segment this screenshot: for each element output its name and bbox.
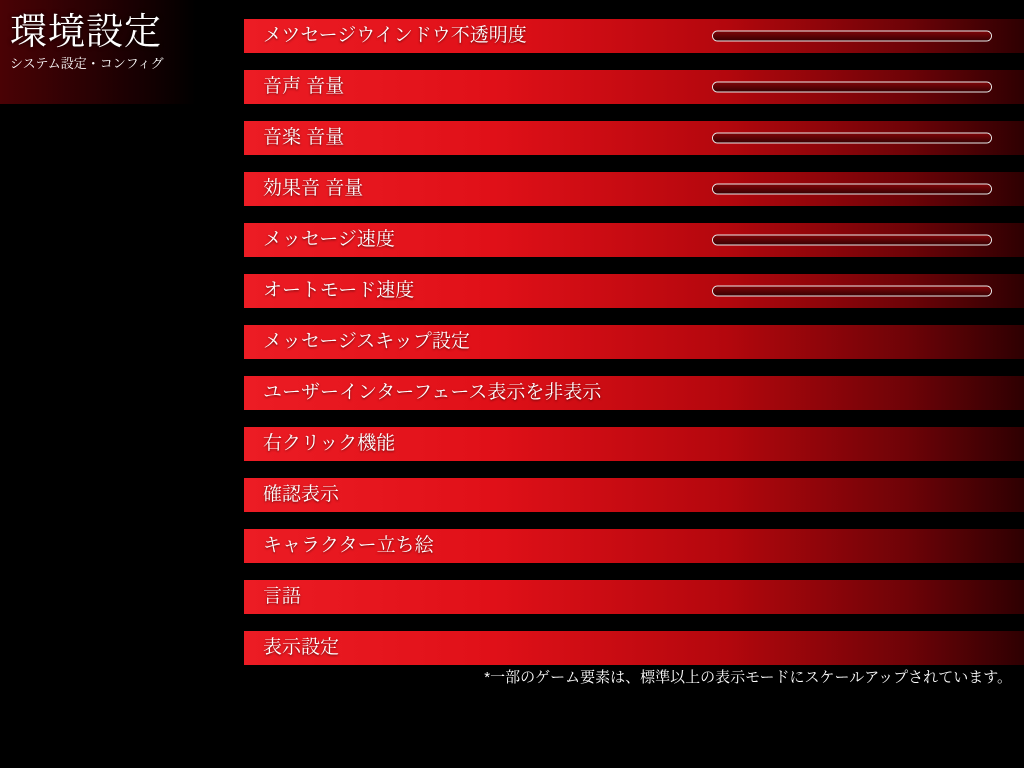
settings-slider-fill (713, 83, 991, 92)
settings-row[interactable] (244, 223, 1024, 257)
settings-row-label: 表示設定 (263, 637, 340, 658)
settings-slider[interactable] (712, 82, 992, 93)
page-title: 環境設定 (10, 11, 162, 52)
settings-row[interactable] (244, 478, 1024, 512)
settings-slider[interactable] (712, 235, 992, 246)
settings-row-label: 効果音 音量 (263, 178, 364, 199)
settings-row[interactable] (244, 121, 1024, 155)
settings-slider-fill (713, 134, 991, 143)
settings-row[interactable] (244, 529, 1024, 563)
settings-row-label: 確認表示 (263, 484, 340, 505)
settings-row[interactable] (244, 325, 1024, 359)
page-title-block (0, 0, 196, 104)
settings-row-label: メッセージ速度 (263, 229, 395, 250)
settings-row[interactable] (244, 172, 1024, 206)
settings-slider-fill (713, 287, 991, 296)
settings-row-label: 言語 (263, 586, 302, 607)
settings-row[interactable] (244, 376, 1024, 410)
settings-slider[interactable] (712, 133, 992, 144)
footer-note: *一部のゲーム要素は、標準以上の表示モードにスケールアップされています。 (484, 669, 1012, 686)
settings-slider-fill (713, 185, 991, 194)
settings-menu (244, 19, 1024, 682)
settings-row[interactable] (244, 631, 1024, 665)
settings-slider-fill (713, 236, 991, 245)
settings-slider-fill (713, 32, 991, 41)
settings-slider[interactable] (712, 31, 992, 42)
settings-slider[interactable] (712, 184, 992, 195)
settings-row[interactable] (244, 19, 1024, 53)
settings-row[interactable] (244, 274, 1024, 308)
settings-row[interactable] (244, 580, 1024, 614)
settings-slider[interactable] (712, 286, 992, 297)
settings-row-label: メッセージスキップ設定 (263, 331, 470, 352)
settings-row[interactable] (244, 70, 1024, 104)
settings-row-label: キャラクター立ち絵 (263, 535, 434, 556)
settings-row[interactable] (244, 427, 1024, 461)
settings-row-label: メツセージウインドウ不透明度 (263, 25, 527, 46)
settings-row-label: 音楽 音量 (263, 127, 345, 148)
page-subtitle: システム設定・コンフィグ (10, 56, 164, 71)
settings-row-label: ユーザーインターフェース表示を非表示 (263, 382, 602, 403)
settings-row-label: 音声 音量 (263, 76, 345, 97)
settings-row-label: 右クリック機能 (263, 433, 396, 454)
settings-row-label: オートモード速度 (263, 280, 415, 301)
